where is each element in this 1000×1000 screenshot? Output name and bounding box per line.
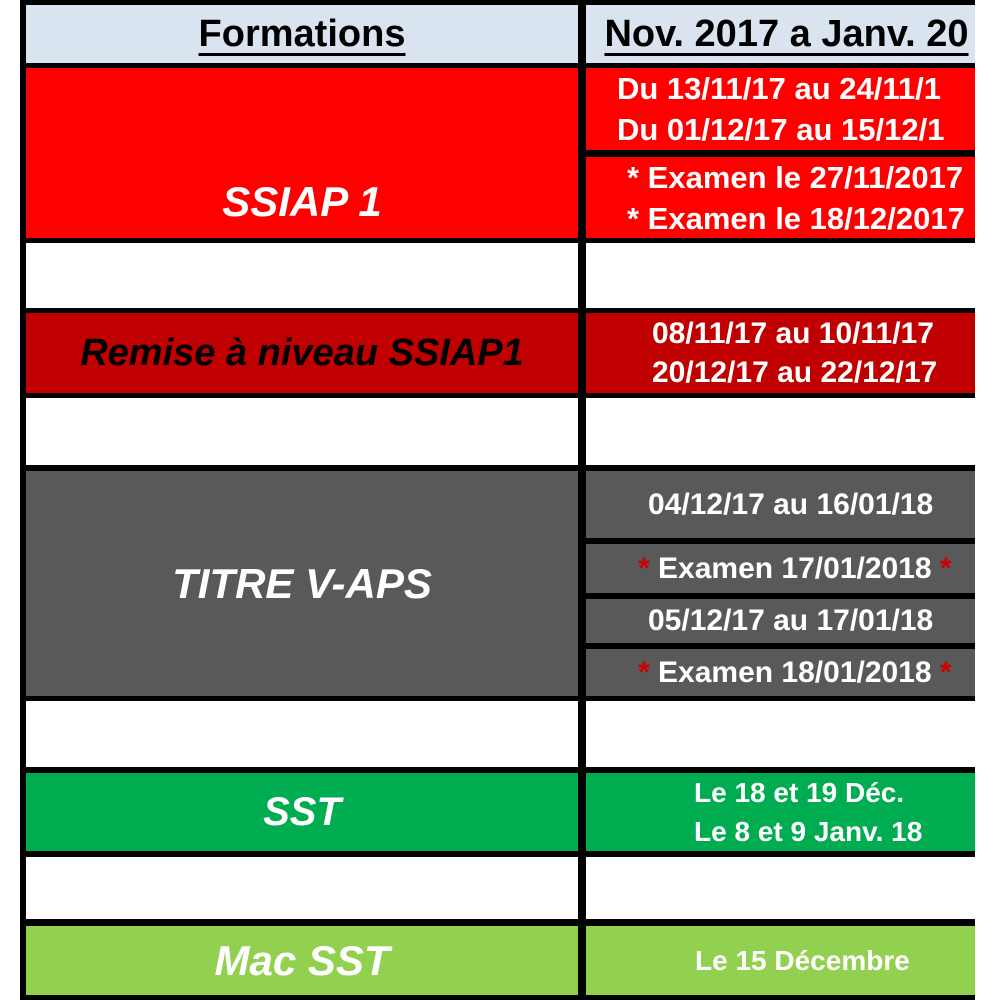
sst-label-cell [26,773,578,851]
titre-exam1-cell [586,544,975,593]
remise-sessions-cell [586,313,975,393]
ssiap1-session1: Du 13/11/17 au 24/11/1 [617,71,942,106]
ssiap1-exam1: * Examen le 27/11/2017 [627,160,964,195]
macsst-session-cell [586,926,975,995]
header-cell-formations [26,5,578,63]
titre-session2: 05/12/17 au 17/01/18 [648,604,934,637]
sst-session2: Le 8 et 9 Janv. 18 [694,816,923,847]
empty-cell [26,243,578,308]
titre-exam1-text: Examen 17/01/2018 [658,551,932,585]
titre-exam2-line [638,656,975,690]
ssiap1-session2: Du 01/12/17 au 15/12/1 [617,112,945,147]
ssiap1-section-row [26,68,975,238]
empty-cell [586,398,975,465]
remise-section-row [26,313,975,393]
spacer-row [26,701,975,767]
formations-header-label: Formations [198,12,406,55]
empty-cell [26,857,578,919]
empty-cell [26,701,578,767]
titre-session2-cell [586,599,975,643]
sst-label: SST [263,789,341,834]
remise-session2: 20/12/17 au 22/12/17 [652,356,938,389]
period-header-label: Nov. 2017 a Janv. 20 [604,12,969,55]
column-divider [578,5,586,63]
titre-exam2-cell [586,649,975,696]
titre-label: TITRE V-APS [172,559,432,607]
column-divider [578,471,586,696]
exam-star-right: * [939,551,952,585]
titre-exam1-line [638,552,975,586]
spacer-row [26,398,975,465]
empty-cell [586,243,975,308]
titre-label-cell [26,471,578,696]
macsst-label: Mac SST [214,936,390,984]
spacer-row [26,857,975,919]
titre-session1: 04/12/17 au 16/01/18 [648,487,934,521]
ssiap1-sessions-cell [586,68,975,150]
remise-session1: 08/11/17 au 10/11/17 [652,317,934,350]
header-cell-period [586,5,975,63]
remise-label-cell [26,313,578,393]
titre-exam2-text: Examen 18/01/2018 [658,655,932,689]
ssiap1-dates-column [586,68,975,238]
sst-section-row [26,773,975,851]
sst-session1: Le 18 et 19 Déc. [694,777,905,808]
macsst-label-cell [26,926,578,995]
ssiap1-exams-cell [586,157,975,238]
empty-cell [586,857,975,919]
titre-section-row [26,471,975,696]
column-divider [578,313,586,393]
remise-label: Remise à niveau SSIAP1 [80,331,524,374]
header-row [26,5,975,63]
macsst-session: Le 15 Décembre [695,944,910,976]
column-divider [578,701,586,767]
formations-schedule-table [20,0,975,1000]
sub-row-border [586,150,975,157]
column-divider [578,773,586,851]
titre-dates-column [586,471,975,696]
column-divider [578,857,586,919]
column-divider [578,68,586,238]
macsst-section-row [26,926,975,995]
row-border [26,919,975,926]
sst-sessions-cell [586,773,975,851]
exam-star-right: * [939,655,952,689]
table-bottom-border [26,995,975,1000]
ssiap1-label-cell [26,68,578,238]
column-divider [578,398,586,465]
exam-star-left: * [638,551,650,585]
column-divider [578,926,586,995]
ssiap1-exam2: * Examen le 18/12/2017 [627,200,965,236]
column-divider [578,243,586,308]
titre-session1-cell [586,471,975,538]
exam-star-left: * [638,655,650,689]
empty-cell [26,398,578,465]
empty-cell [586,701,975,767]
ssiap1-label: SSIAP 1 [222,178,382,225]
spacer-row [26,243,975,308]
